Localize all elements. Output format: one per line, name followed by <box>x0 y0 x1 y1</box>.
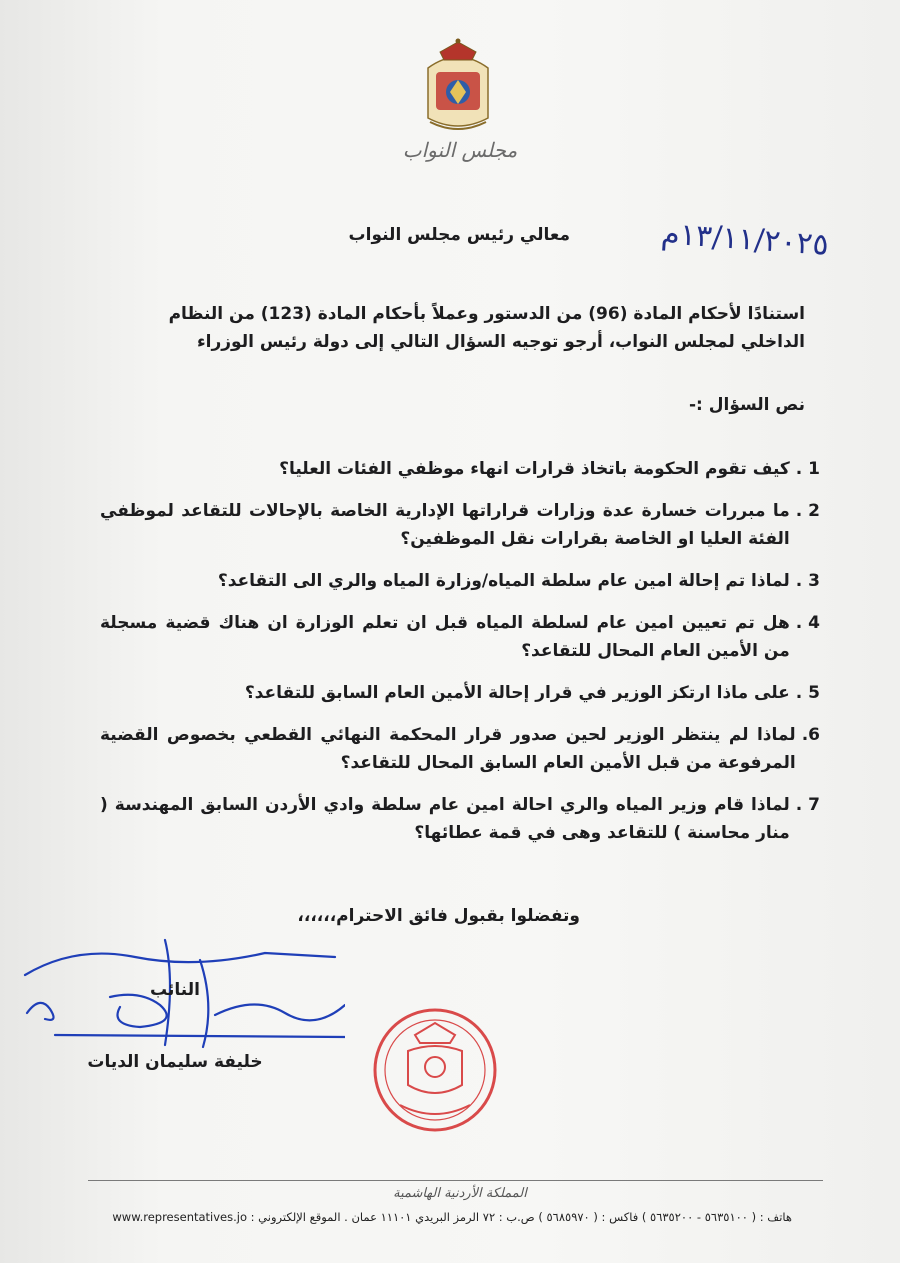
handwritten-date: ١٣/١١/٢٠٢٥م <box>660 216 830 263</box>
question-number: 3 . <box>795 571 820 591</box>
question-text: كيف تقوم الحكومة باتخاذ قرارات انهاء موظفي الفئات العليا؟ <box>279 459 790 479</box>
question-number: 5 . <box>795 683 820 703</box>
question-item <box>100 497 820 553</box>
closing-line: وتفضلوا بقبول فائق الاحترام،،،،،، <box>297 906 580 926</box>
question-item <box>100 791 820 847</box>
official-stamp <box>370 1005 500 1135</box>
question-text: هل تم تعيين امين عام لسلطة المياه قبل ان تعلم الوزارة ان هناك قضية مسجلة من الأمين العام المحال للتقاعد؟ <box>100 613 790 661</box>
crest-icon <box>418 38 498 138</box>
question-number: 1 . <box>795 459 820 479</box>
question-text: لماذا تم إحالة امين عام سلطة المياه/وزارة المياه والري الى التقاعد؟ <box>217 571 790 591</box>
question-item <box>100 455 820 483</box>
question-item <box>100 679 820 707</box>
question-number: 6. <box>801 725 820 745</box>
questions-list <box>100 455 820 861</box>
question-number: 7 . <box>795 795 820 815</box>
question-item <box>100 567 820 595</box>
question-number: 4 . <box>795 613 820 633</box>
footer-contact: هاتف : ( ٥٦٣٥١٠٠ - ٥٦٣٥٢٠٠ ) فاكس : ( ٥٦٨٥٩٧٠ ) ص.ب : ٧٢ الرمز البريدي ١١١٠١ عمان . الموقع الإلكتروني : www.representatives.jo <box>112 1210 792 1224</box>
intro-paragraph: استنادًا لأحكام المادة (96) من الدستور وعملاً بأحكام المادة (123) من النظام الداخلي لمجلس النواب، أرجو توجيه السؤال التالي إلى دولة رئيس الوزراء <box>168 304 805 352</box>
recipient-line: معالي رئيس مجلس النواب <box>348 225 570 245</box>
footer-divider <box>88 1180 823 1181</box>
question-text: لماذا لم ينتظر الوزير لحين صدور قرار المحكمة النهائي القطعي بخصوص القضية المرفوعة من قبل الأمين العام السابق المحال للتقاعد؟ <box>100 725 796 773</box>
signatory-name: خليفة سليمان الديات <box>87 1052 263 1072</box>
questions-label: نص السؤال :- <box>688 395 805 415</box>
signature-block <box>60 980 290 1072</box>
signatory-title: النائب <box>150 980 200 1000</box>
crest-caption: مجلس النواب <box>402 138 518 162</box>
question-number: 2 . <box>795 501 820 521</box>
question-text: ما مبررات خسارة عدة وزارات قراراتها الإدارية الخاصة بالإحالات للتقاعد لموظفي الفئة العليا او الخاصة بقرارات نقل الموظفين؟ <box>100 501 790 549</box>
question-item <box>100 721 820 777</box>
question-text: على ماذا ارتكز الوزير في قرار إحالة الأمين العام السابق للتقاعد؟ <box>244 683 790 703</box>
question-text: لماذا قام وزير المياه والري احالة امين عام سلطة وادي الأردن السابق المهندسة ( منار محاسنة ) للتقاعد وهى في قمة عطائها؟ <box>100 795 790 843</box>
footer-kingdom: المملكة الأردنية الهاشمية <box>393 1186 527 1201</box>
question-item <box>100 609 820 665</box>
